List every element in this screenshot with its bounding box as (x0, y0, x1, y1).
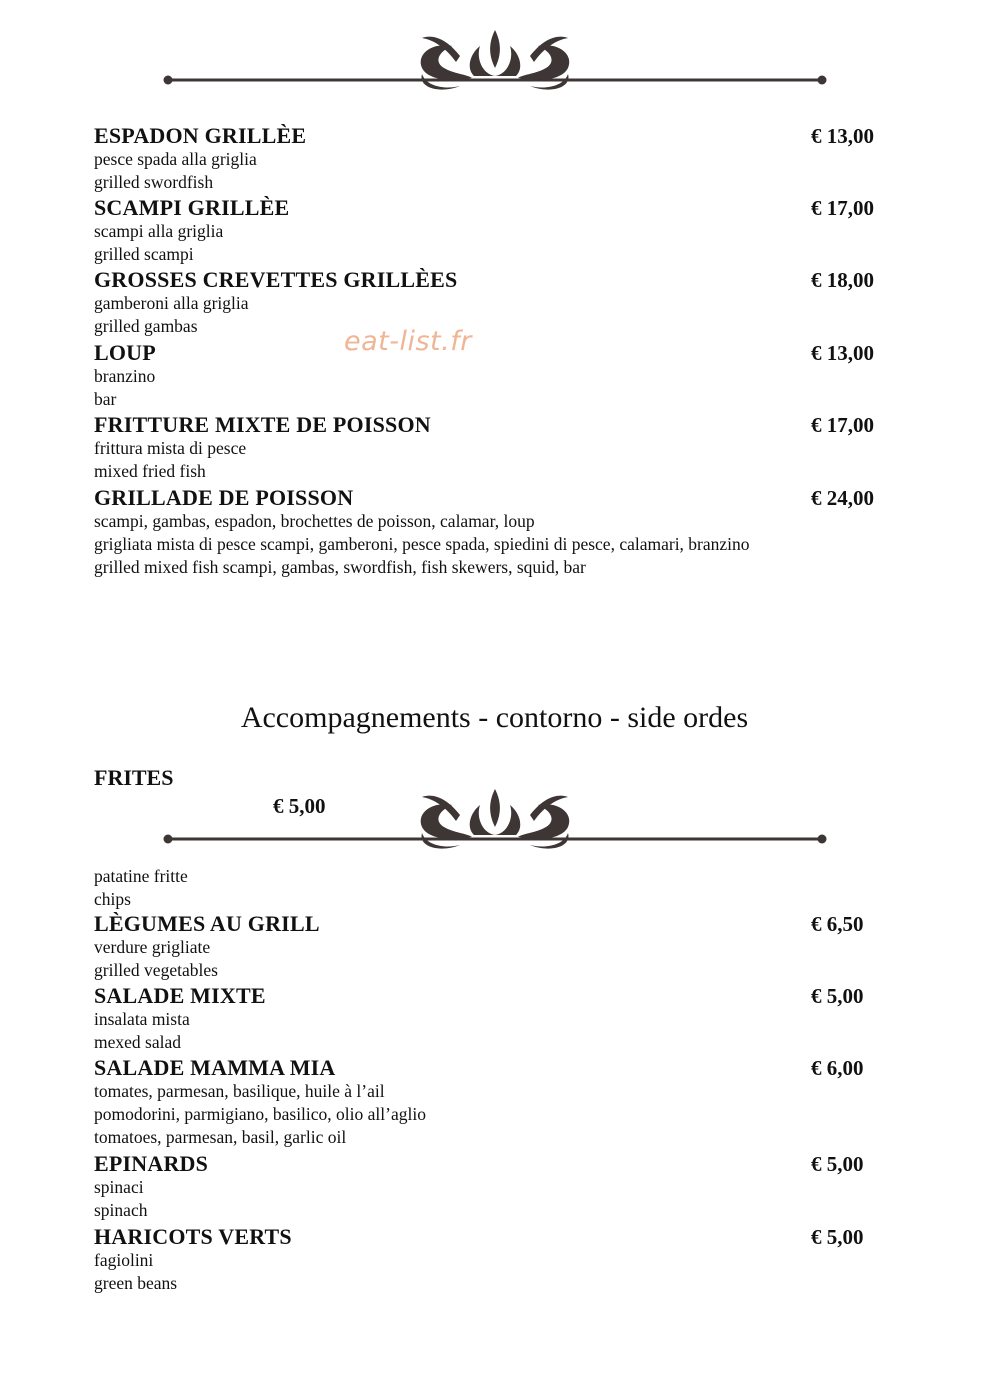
item-name: SALADE MAMMA MIA (94, 1055, 336, 1080)
item-name: FRITES (94, 765, 174, 790)
top-ornament-divider (160, 28, 830, 98)
item-name: ESPADON GRILLÈE (94, 123, 307, 148)
item-price: € 6,50 (811, 912, 864, 936)
item-desc-en: tomatoes, parmesan, basil, garlic oil (94, 1127, 347, 1147)
item-desc-it: branzino (94, 366, 156, 386)
section-title: Accompagnements - contorno - side ordes (240, 701, 749, 734)
item-desc-it: verdure grigliate (94, 937, 211, 957)
item-desc-it: pomodorini, parmigiano, basilico, olio all’aglio (94, 1104, 426, 1124)
frites-description (94, 865, 188, 911)
item-desc-it: insalata mista (94, 1009, 190, 1029)
menu-item (94, 984, 894, 1054)
item-price: € 18,00 (811, 268, 874, 292)
item-name: GROSSES CREVETTES GRILLÈES (94, 267, 458, 292)
item-name: HARICOTS VERTS (94, 1224, 292, 1249)
item-desc-en: green beans (94, 1273, 178, 1293)
menu-item (94, 1056, 894, 1149)
menu-item (94, 268, 894, 338)
item-name: EPINARDS (94, 1151, 209, 1176)
item-desc-it: frittura mista di pesce (94, 438, 247, 458)
item-name: SALADE MIXTE (94, 983, 266, 1008)
item-desc-fr: tomates, parmesan, basilique, huile à l’ail (94, 1081, 385, 1101)
item-desc-en: grilled gambas (94, 316, 198, 336)
item-price: € 5,00 (811, 1152, 864, 1176)
item-desc-en: grilled mixed fish scampi, gambas, swordfish, fish skewers, squid, bar (94, 557, 586, 577)
item-price: € 6,00 (811, 1056, 864, 1080)
menu-item (94, 196, 894, 266)
item-desc-en: bar (94, 389, 117, 409)
item-desc-en: mixed fried fish (94, 461, 206, 481)
item-desc-it: patatine fritte (94, 866, 188, 886)
item-desc-it: pesce spada alla griglia (94, 149, 257, 169)
item-desc-en: grilled swordfish (94, 172, 214, 192)
menu-item (94, 341, 894, 411)
item-price: € 5,00 (273, 794, 326, 818)
item-desc-en: mexed salad (94, 1032, 181, 1052)
menu-item (94, 413, 894, 483)
watermark: eat-list.fr (344, 326, 472, 357)
flourish-ornament-icon (160, 787, 830, 857)
item-price: € 5,00 (811, 1225, 864, 1249)
menu-item (94, 1152, 894, 1222)
item-desc-it: spinaci (94, 1177, 144, 1197)
item-name: FRITTURE MIXTE DE POISSON (94, 412, 431, 437)
item-desc-fr: scampi, gambas, espadon, brochettes de poisson, calamar, loup (94, 511, 535, 531)
item-desc-en: grilled vegetables (94, 960, 218, 980)
item-desc-en: grilled scampi (94, 244, 194, 264)
item-desc-en: spinach (94, 1200, 148, 1220)
item-price: € 17,00 (811, 196, 874, 220)
item-name: LOUP (94, 340, 156, 365)
item-price: € 5,00 (811, 984, 864, 1008)
item-desc-en: chips (94, 889, 131, 909)
item-name: LÈGUMES AU GRILL (94, 911, 320, 936)
menu-item (94, 124, 894, 194)
item-price: € 13,00 (811, 124, 874, 148)
menu-item (94, 912, 894, 982)
item-desc-it: grigliata mista di pesce scampi, gamberoni, pesce spada, spiedini di pesce, calamari, branzino (94, 534, 750, 554)
item-desc-it: fagiolini (94, 1250, 154, 1270)
item-price: € 13,00 (811, 341, 874, 365)
item-desc-it: scampi alla griglia (94, 221, 224, 241)
item-name: GRILLADE DE POISSON (94, 485, 354, 510)
item-name: SCAMPI GRILLÈE (94, 195, 290, 220)
item-price: € 17,00 (811, 413, 874, 437)
item-price: € 24,00 (811, 486, 874, 510)
flourish-ornament-icon (160, 28, 830, 98)
item-desc-it: gamberoni alla griglia (94, 293, 249, 313)
middle-ornament-divider (160, 787, 830, 857)
menu-item (94, 486, 894, 579)
menu-item (94, 1225, 894, 1295)
